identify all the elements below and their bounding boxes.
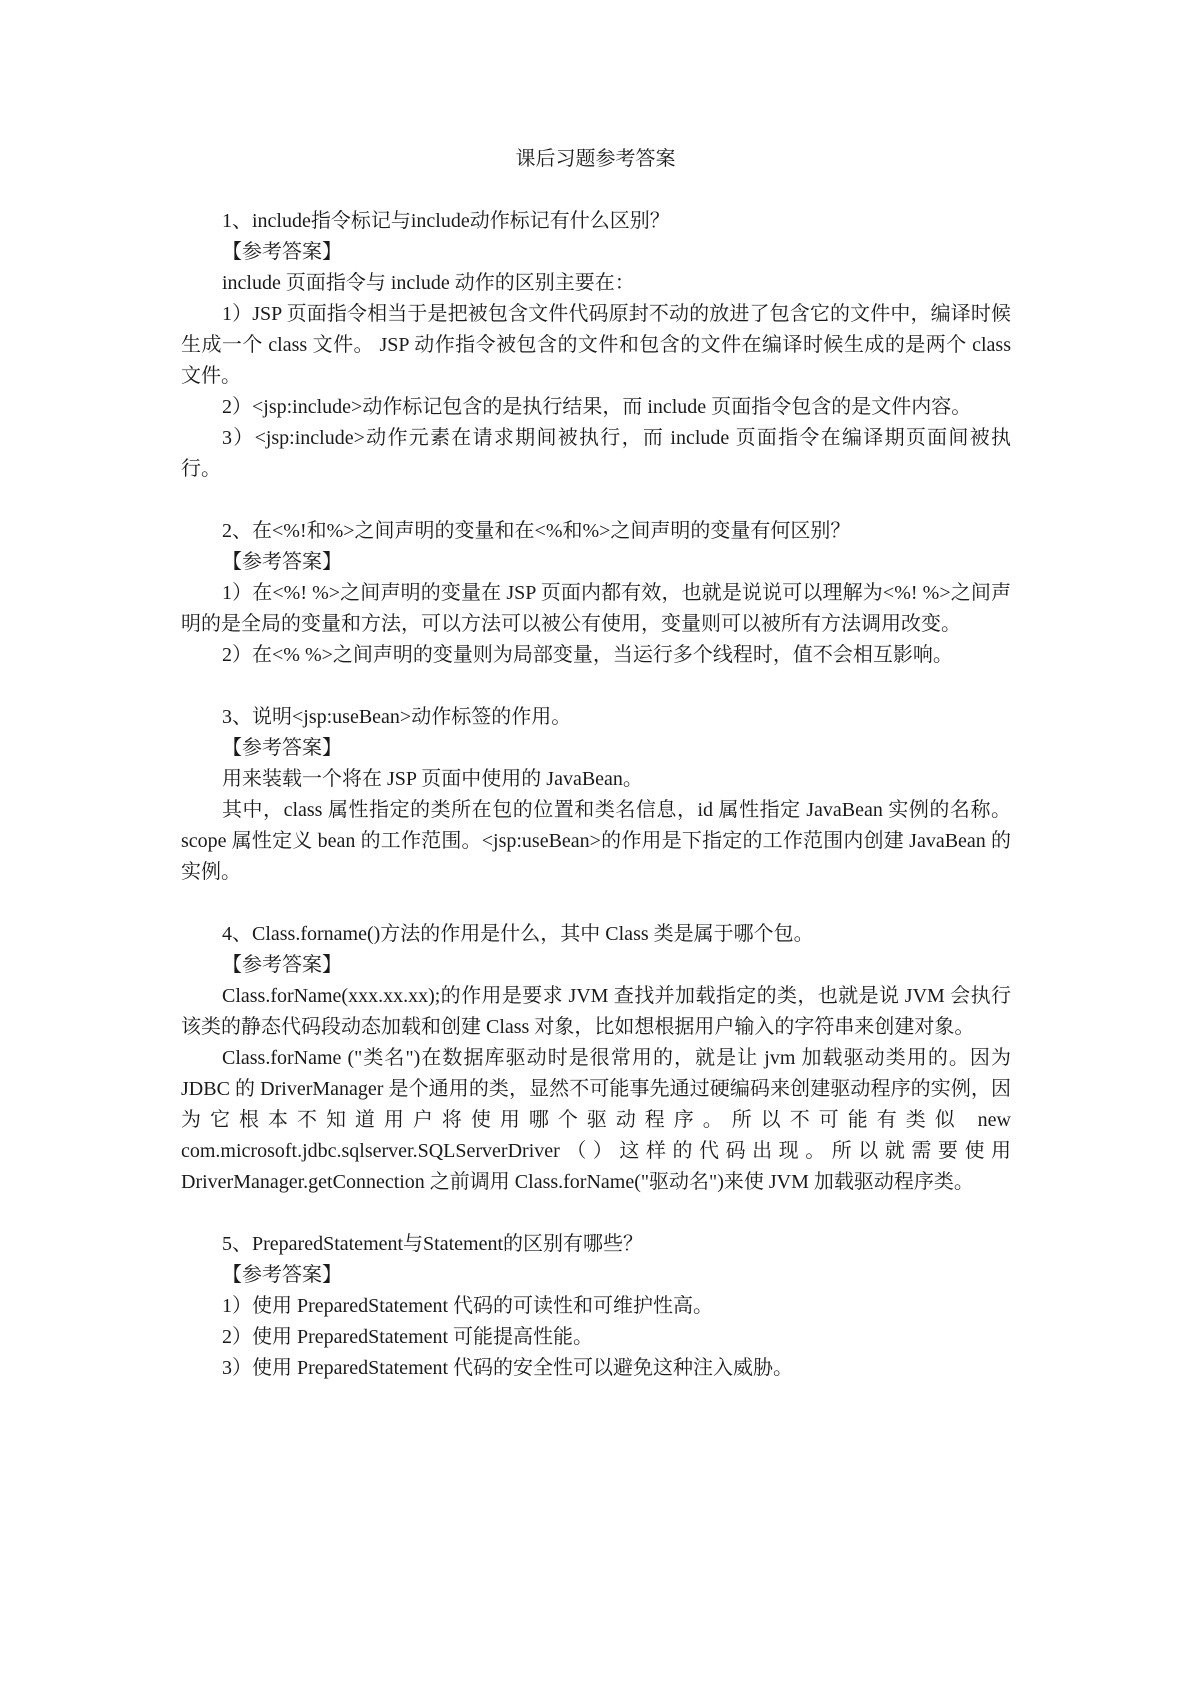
answer-label-5: 【参考答案】 (222, 1264, 342, 1286)
answer-5-line-1: 1）使用 PreparedStatement 代码的可读性和可维护性高。 (222, 1295, 714, 1317)
answer-4-line-2: Class.forName ("类名")在数据库驱动时是很常用的，就是让 jvm 加载驱动类用的。因为 JDBC 的 DriverManager 是个通用的类，显然不可能事先通过硬编码来创建驱动程序的实例，因为它根本不知道用户将使用哪个驱动程序。所以不可能有类似 new com.microsoft.jdbc.sqlserver.SQLServerDriver（）这样的代码出现。所以就需要使用 DriverManager.getConnection 之前调用 Class.forName("驱动名")来使 JVM 加载驱动程序类。 (181, 1047, 1011, 1193)
answer-label-4: 【参考答案】 (222, 954, 342, 976)
question-1: 1、include指令标记与include动作标记有什么区别？ (222, 210, 670, 232)
spacer (181, 888, 1011, 919)
answer-1-line-2: 1）JSP 页面指令相当于是把被包含文件代码原封不动的放进了包含它的文件中，编译时候生成一个 class 文件。 JSP 动作指令被包含的文件和包含的文件在编译时候生成的是两个 class 文件。 (181, 303, 1011, 387)
spacer (181, 1198, 1011, 1229)
answer-1-line-3: 2）<jsp:include>动作标记包含的是执行结果，而 include 页面指令包含的是文件内容。 (222, 396, 972, 418)
document-body (181, 206, 1011, 1384)
question-4: 4、Class.forname()方法的作用是什么，其中 Class 类是属于哪个包。 (222, 923, 814, 945)
spacer (181, 671, 1011, 702)
question-5: 5、PreparedStatement与Statement的区别有哪些？ (222, 1233, 644, 1255)
answer-1-line-1: include 页面指令与 include 动作的区别主要在： (222, 272, 635, 294)
answer-3-line-2: 其中，class 属性指定的类所在包的位置和类名信息，id 属性指定 JavaBean 实例的名称。scope 属性定义 bean 的工作范围。<jsp:useBean>的作用是下指定的工作范围内创建 JavaBean 的实例。 (181, 799, 1011, 883)
answer-2-line-2: 2）在<% %>之间声明的变量则为局部变量，当运行多个线程时，值不会相互影响。 (222, 644, 953, 666)
answer-1-line-4: 3）<jsp:include>动作元素在请求期间被执行，而 include 页面指令在编译期页面间被执行。 (181, 427, 1011, 480)
answer-label-1: 【参考答案】 (222, 241, 342, 263)
answer-5-line-3: 3）使用 PreparedStatement 代码的安全性可以避免这种注入威胁。 (222, 1357, 794, 1379)
answer-label-3: 【参考答案】 (222, 737, 342, 759)
answer-3-line-1: 用来装载一个将在 JSP 页面中使用的 JavaBean。 (222, 768, 643, 790)
answer-5-line-2: 2）使用 PreparedStatement 可能提高性能。 (222, 1326, 594, 1348)
answer-2-line-1: 1）在<%! %>之间声明的变量在 JSP 页面内都有效，也就是说说可以理解为<%! %>之间声明的是全局的变量和方法，可以方法可以被公有使用，变量则可以被所有方法调用改变。 (181, 582, 1011, 635)
question-3: 3、说明<jsp:useBean>动作标签的作用。 (222, 706, 572, 728)
page-title: 课后习题参考答案 (515, 148, 676, 170)
spacer (181, 485, 1011, 516)
answer-4-line-1: Class.forName(xxx.xx.xx);的作用是要求 JVM 查找并加载指定的类，也就是说 JVM 会执行该类的静态代码段动态加载和创建 Class 对象，比如想根据用户输入的字符串来创建对象。 (181, 985, 1011, 1038)
answer-label-2: 【参考答案】 (222, 551, 342, 573)
question-2: 2、在<%!和%>之间声明的变量和在<%和%>之间声明的变量有何区别？ (222, 520, 851, 542)
